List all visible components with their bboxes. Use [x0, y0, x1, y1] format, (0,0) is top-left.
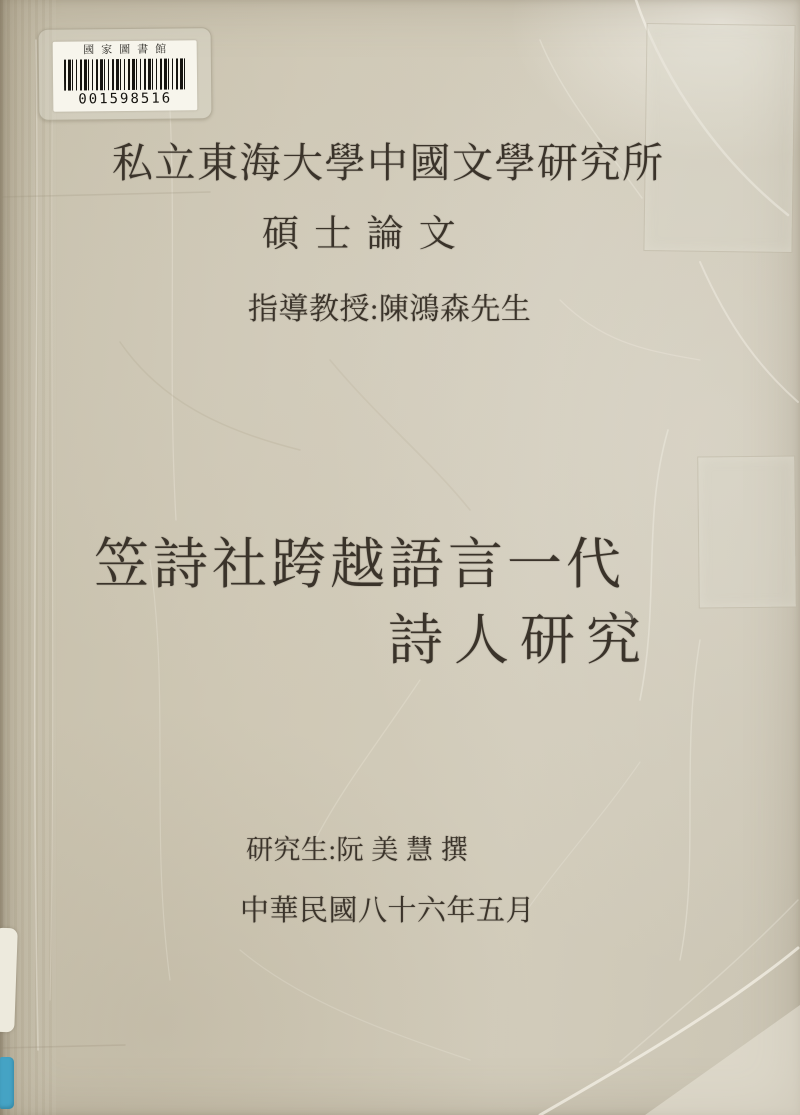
thesis-title-line-1: 笠詩社跨越語言一代	[94, 534, 626, 595]
institution-name: 私立東海大學中國文學研究所	[112, 140, 665, 186]
barcode-icon	[64, 58, 186, 90]
advisor-line: 指導教授:陳鴻森先生	[248, 293, 532, 326]
tape-patch-top-right	[643, 23, 795, 253]
degree-type: 碩 士 論 文	[262, 214, 459, 255]
library-name-label: 國家圖書館	[83, 43, 174, 57]
thesis-title-line-2: 詩人研究	[388, 610, 653, 671]
author-line: 研究生:阮 美 慧 撰	[246, 835, 469, 865]
barcode-number: 001598516	[78, 90, 173, 108]
teal-binding-mark	[0, 1057, 14, 1109]
date-line: 中華民國八十六年五月	[240, 895, 536, 927]
folded-corner-highlight	[645, 1005, 800, 1115]
tape-patch-mid-right	[697, 455, 797, 608]
library-barcode-label	[53, 40, 198, 112]
